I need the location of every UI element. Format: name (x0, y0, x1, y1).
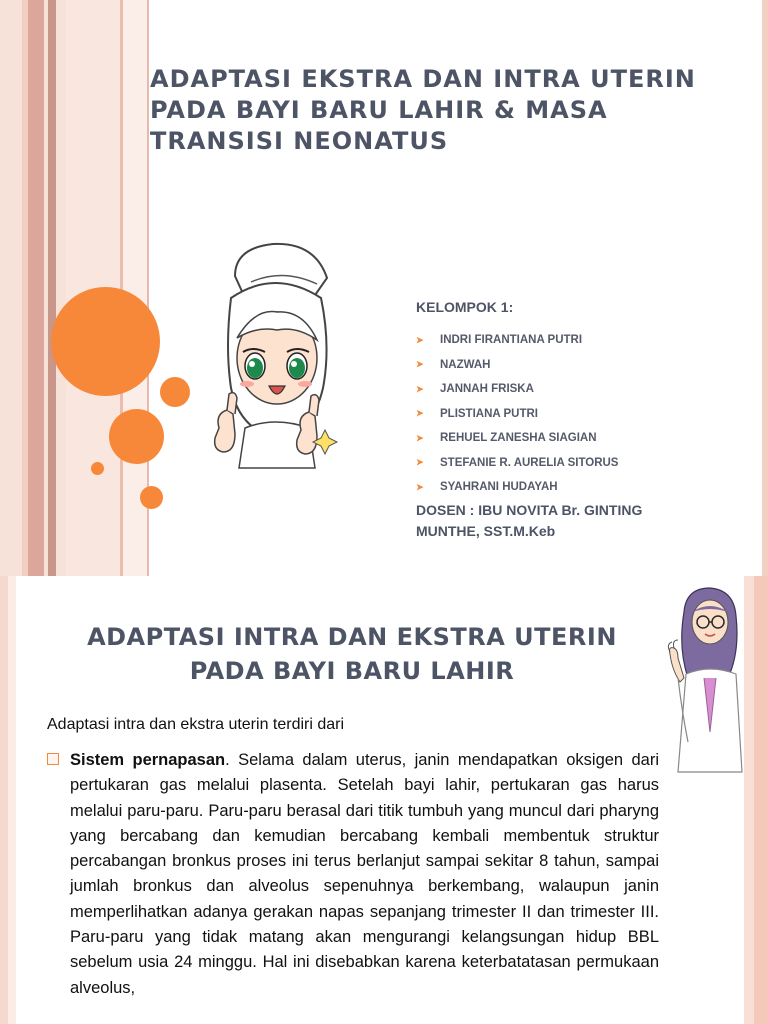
list-item (416, 328, 618, 353)
bullet-body: . Selama dalam uterus, janin mendapatkan oksigen dari pertukaran gas melalui plasenta. Setelah bayi lahir, pertukaran gas harus melalui paru-paru. Paru-paru berasal dari titik tumbuh yang muncul dari pharyng yang bercabang dan kemudian bercabang kembali membentuk struktur percabangan bronkus proses ini terus berlanjut sampai sekitar 8 tahun, sampai jumlah bronkus dan alveolus sepenuhnya berkembang, walaupun janin memperlihatkan adanya gerakan napas sepanjang trimester II dan trimester III. Paru-paru yang tidak matang akan mengurangi kelangsungan hidup BBL sebelum usia 24 minggu. Hal ini disebabkan karena keterbatatasan permukaan alveolus, (70, 751, 659, 997)
doctor-illustration (664, 582, 746, 774)
bullet-paragraph (70, 748, 659, 1001)
arrow-bullet-icon: ➤ (416, 408, 424, 419)
nurse-illustration (205, 238, 340, 478)
member-name: STEFANIE R. AURELIA SITORUS (440, 456, 619, 469)
group-title: KELOMPOK 1: (416, 299, 514, 315)
member-list (416, 328, 618, 500)
decor-circle-small (140, 486, 163, 509)
decor-stripe (8, 576, 16, 1024)
slide-title-line: TRANSISI NEONATUS (150, 127, 449, 155)
lecturer-line: MUNTHE, SST.M.Keb (416, 523, 556, 539)
arrow-bullet-icon: ➤ (416, 457, 424, 468)
list-item (416, 451, 618, 476)
arrow-bullet-icon: ➤ (416, 359, 424, 370)
decor-stripe (0, 576, 8, 1024)
member-name: SYAHRANI HUDAYAH (440, 481, 558, 494)
arrow-bullet-icon: ➤ (416, 383, 424, 394)
square-bullet-icon (47, 753, 59, 765)
slide-title-line: ADAPTASI EKSTRA DAN INTRA UTERIN (150, 65, 696, 93)
intro-text: Adaptasi intra dan ekstra uterin terdiri dari (47, 716, 345, 733)
arrow-bullet-icon: ➤ (416, 481, 424, 492)
bullet-item (47, 748, 659, 1001)
decor-stripe (762, 0, 768, 576)
arrow-bullet-icon: ➤ (416, 432, 424, 443)
decor-stripe (754, 576, 768, 1024)
decor-stripe (56, 0, 66, 576)
list-item (416, 426, 618, 451)
slide-title (40, 620, 664, 688)
slide-title (150, 64, 730, 157)
lecturer-line: DOSEN : IBU NOVITA Br. GINTING (416, 502, 643, 518)
list-item (416, 353, 618, 378)
decor-circle-tiny (91, 462, 104, 475)
member-name: PLISTIANA PUTRI (440, 407, 538, 420)
slide-title-line: PADA BAYI BARU LAHIR (189, 657, 515, 685)
arrow-bullet-icon: ➤ (416, 334, 424, 345)
lecturer-text (416, 500, 716, 542)
decor-stripe (0, 0, 22, 576)
slide-title-line: PADA BAYI BARU LAHIR & MASA (150, 96, 608, 124)
decor-circle-medium (109, 409, 164, 464)
decor-stripe (28, 0, 44, 576)
decor-circle-large (51, 287, 160, 396)
member-name: INDRI FIRANTIANA PUTRI (440, 334, 583, 347)
member-name: REHUEL ZANESHA SIAGIAN (440, 432, 597, 445)
member-name: JANNAH FRISKA (440, 383, 534, 396)
slide-title-line: ADAPTASI INTRA DAN EKSTRA UTERIN (87, 623, 617, 651)
decor-circle-small (160, 377, 190, 407)
decor-stripe (48, 0, 56, 576)
list-item (416, 475, 618, 500)
list-item (416, 402, 618, 427)
member-name: NAZWAH (440, 358, 491, 371)
list-item (416, 377, 618, 402)
bullet-term: Sistem pernapasan (70, 751, 226, 769)
